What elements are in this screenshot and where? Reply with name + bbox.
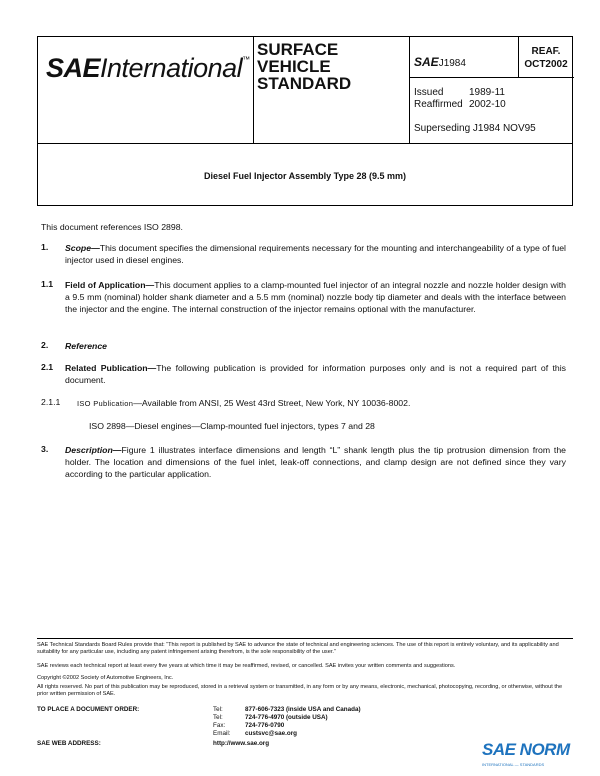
- issue-info: Issued 1989-11 Reaffirmed 2002-10: [414, 87, 506, 110]
- web-address-link[interactable]: http://www.sae.org: [213, 740, 270, 747]
- web-address-label: SAE WEB ADDRESS:: [37, 740, 101, 747]
- header-divider: [409, 37, 410, 143]
- footer-copyright: Copyright ©2002 Society of Automotive Engineers, Inc.: [37, 675, 174, 681]
- section-description: 3. Description—Figure 1 illustrates interface dimensions and length “L” shank length plus the tip protrusion dimension from the holder. The location and dimensions of the fuel inlet, leak-off connections, and clamp design are not defined since they vary according to the particular application.: [41, 444, 566, 479]
- order-label: TO PLACE A DOCUMENT ORDER:: [37, 706, 140, 713]
- section-scope: 1. Scope—This document specifies the dimensional requirements necessary for the mounting and interchangeability of a type of fuel injector used in diesel engines.: [41, 242, 566, 265]
- section-related-publication: 2.1 Related Publication—The following publication is provided for information purposes only and is not a required part of this document.: [41, 362, 566, 385]
- order-contacts: Tel: 877-606-7323 (inside USA and Canada) Tel: 724-776-4970 (outside USA) Fax: 724-776-0790 Email: custsvc@sae.org: [213, 706, 361, 737]
- header-divider: [253, 37, 254, 143]
- footer-rules-notice: SAE Technical Standards Board Rules provide that: “This report is published by SAE to advance the state of technical and engineering sciences. The use of this report is entirely voluntary, and its applicability and suitability for any particular use, including any patent infringement arising therefrom, is the sole responsibility of the user.”: [37, 642, 559, 655]
- title-box: [37, 144, 573, 206]
- section-iso-publication: 2.1.1 ISO Publication—Available from ANSI, 25 West 43rd Street, New York, NY 10036-8002.: [41, 397, 411, 408]
- footer-review-notice: SAE reviews each technical report at least every five years at which time it may be reaffirmed, revised, or cancelled. SAE invites your written comments and suggestions.: [37, 663, 456, 669]
- reaffirmation-badge: REAF. OCT2002: [524, 46, 568, 70]
- document-number: SAEJ1984: [414, 55, 466, 69]
- iso-reference: ISO 2898—Diesel engines—Clamp-mounted fuel injectors, types 7 and 28: [89, 421, 375, 431]
- footer-rule: [37, 638, 573, 639]
- document-title: Diesel Fuel Injector Assembly Type 28 (9.5 mm): [203, 171, 407, 181]
- intro-text: This document references ISO 2898.: [41, 222, 183, 232]
- sae-norm-stamp-subtitle: INTERNATIONAL — STANDARDS: [482, 762, 545, 767]
- superseding-info: Superseding J1984 NOV95: [414, 123, 536, 134]
- header-divider: [518, 37, 519, 77]
- section-reference: 2. Reference: [41, 340, 108, 351]
- section-field-of-application: 1.1 Field of Application—This document applies to a clamp-mounted fuel injector of an integral nozzle and nozzle holder design with a 9.5 mm (nominal) holder shank diameter and a 5.5 mm (nominal) nozzle body tip diameter and deals with the interface between the injector and the engine. The internal construction of the injector remains optional with the manufacturer.: [41, 279, 566, 314]
- sae-international-logo: SAEInternational™: [46, 53, 250, 83]
- sae-norm-stamp: SAE NORM: [482, 740, 570, 759]
- header-box: [37, 36, 573, 144]
- footer-rights: All rights reserved. No part of this publication may be reproduced, stored in a retrieval system or transmitted, in any form or by any means, electronic, mechanical, photocopying, recording, or otherwise, without the prior written permission of SAE.: [37, 684, 563, 697]
- standard-type: SURFACE VEHICLE STANDARD: [257, 40, 352, 93]
- header-divider: [409, 77, 574, 78]
